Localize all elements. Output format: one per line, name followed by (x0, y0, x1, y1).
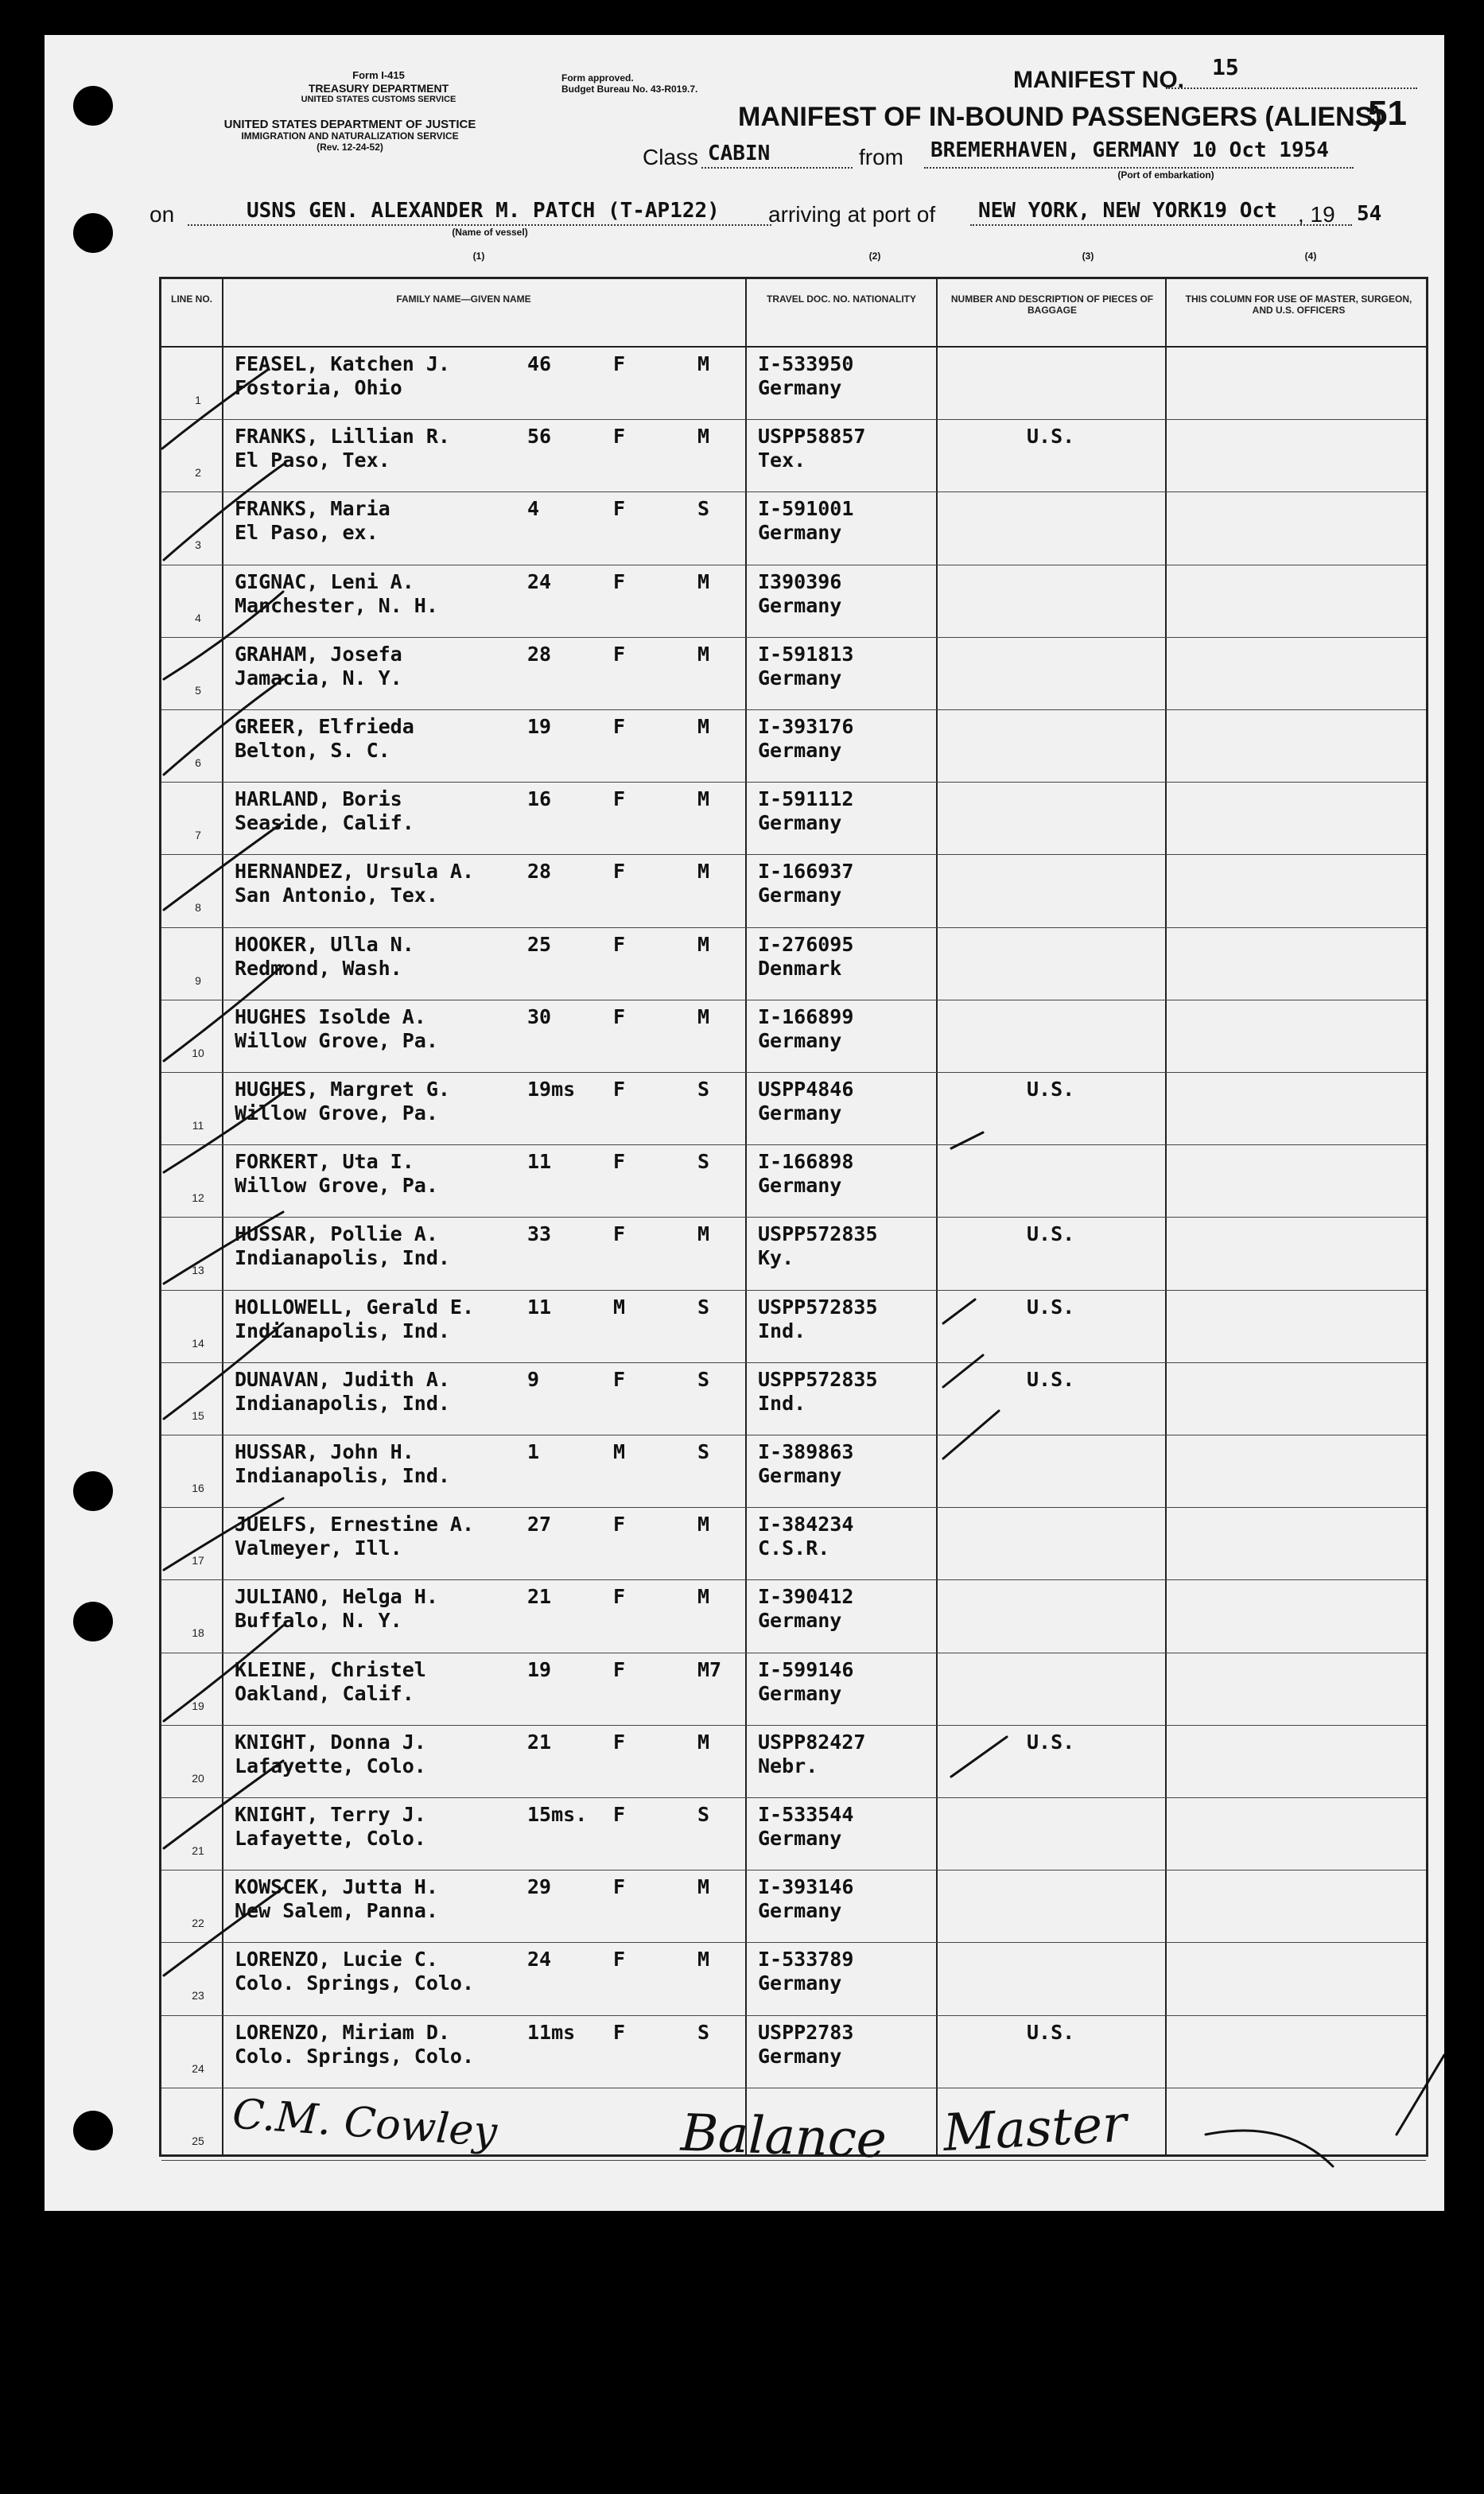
from-value: BREMERHAVEN, GERMANY 10 Oct 1954 (930, 138, 1329, 162)
passenger-sex: F (613, 1657, 626, 1681)
class-value: CABIN (708, 142, 771, 165)
nationality: Germany (758, 1972, 842, 1995)
passenger-sex: F (613, 1150, 626, 1174)
col-header-officers: THIS COLUMN FOR USE OF MASTER, SURGEON, AND U.S. OFFICERS (1185, 293, 1412, 317)
travel-doc-number: USPP58857 (758, 425, 866, 449)
handwritten-master: Master (942, 2095, 1129, 2163)
nationality: Germany (758, 2044, 842, 2068)
passenger-residence: Seaside, Calif. (235, 811, 414, 835)
passenger-age: 56 (527, 425, 552, 449)
passenger-age: 27 (527, 1513, 552, 1536)
passenger-age: 16 (527, 787, 552, 811)
passenger-marital-status: M (697, 715, 710, 738)
passenger-residence: Colo. Springs, Colo. (235, 1972, 475, 1995)
line-number: 25 (192, 2134, 204, 2147)
passenger-residence: Lafayette, Colo. (235, 1827, 426, 1850)
col-num-3: (3) (1082, 251, 1094, 262)
passenger-marital-status: S (697, 1150, 710, 1174)
col-num-2: (2) (868, 251, 881, 262)
nationality: Nebr. (758, 1754, 818, 1777)
travel-doc-number: USPP572835 (758, 1367, 878, 1391)
passenger-residence: Manchester, N. H. (235, 593, 438, 617)
handwritten-checkmarks (45, 35, 1444, 2211)
passenger-name: GRAHAM, Josefa (235, 642, 402, 666)
travel-doc-number: I-591001 (758, 497, 854, 521)
passenger-sex: F (613, 932, 626, 956)
customs-service: UNITED STATES CUSTOMS SERVICE (301, 95, 456, 105)
travel-doc-number: I-533789 (758, 1948, 854, 1972)
line-number: 3 (195, 538, 201, 552)
punch-hole (73, 1471, 113, 1511)
passenger-residence: Jamacia, N. Y. (235, 666, 402, 690)
line-number: 4 (195, 611, 201, 624)
travel-doc-number: USPP572835 (758, 1295, 878, 1319)
page-number: 51 (1368, 94, 1407, 133)
travel-doc-number: I-276095 (758, 932, 854, 956)
nationality: Germany (758, 1681, 842, 1705)
baggage: U.S. (1027, 1367, 1075, 1391)
manifest-page (45, 35, 1444, 2211)
line-number: 23 (192, 1989, 204, 2003)
travel-doc-number: I390396 (758, 569, 842, 593)
passenger-marital-status: S (697, 497, 710, 521)
passenger-age: 11ms (527, 2020, 576, 2044)
nationality: Ind. (758, 1319, 806, 1342)
passenger-residence: Colo. Springs, Colo. (235, 2044, 475, 2068)
passenger-name: JUELFS, Ernestine A. (235, 1513, 475, 1536)
line-number: 5 (195, 683, 201, 697)
baggage: U.S. (1027, 1222, 1075, 1246)
line-number: 13 (192, 1264, 204, 1277)
passenger-name: LORENZO, Lucie C. (235, 1948, 438, 1972)
passenger-age: 28 (527, 860, 552, 884)
passenger-sex: F (613, 2020, 626, 2044)
col-header-baggage: NUMBER AND DESCRIPTION OF PIECES OF BAGGAGE (950, 293, 1154, 317)
passenger-name: GIGNAC, Leni A. (235, 569, 414, 593)
passenger-age: 29 (527, 1875, 552, 1899)
passenger-age: 21 (527, 1730, 552, 1754)
col-num-4: (4) (1304, 251, 1317, 262)
passenger-name: HOLLOWELL, Gerald E. (235, 1295, 475, 1319)
punch-hole (73, 1602, 113, 1641)
ins-service: IMMIGRATION AND NATURALIZATION SERVICE (241, 130, 459, 142)
travel-doc-number: I-390412 (758, 1585, 854, 1609)
vessel-name: USNS GEN. ALEXANDER M. PATCH (T-AP122) (247, 199, 720, 223)
line-number: 10 (192, 1046, 204, 1059)
passenger-marital-status: M (697, 1222, 710, 1246)
passenger-name: KNIGHT, Terry J. (235, 1803, 426, 1826)
arriving-label: arriving at port of (768, 202, 936, 227)
line-number: 18 (192, 1626, 204, 1640)
nationality: Germany (758, 521, 842, 545)
line-number: 15 (192, 1408, 204, 1422)
passenger-sex: F (613, 1004, 626, 1028)
passenger-name: FORKERT, Uta I. (235, 1150, 414, 1174)
passenger-marital-status: S (697, 1803, 710, 1826)
passenger-age: 21 (527, 1585, 552, 1609)
from-label: from (859, 145, 903, 169)
passenger-name: FRANKS, Maria (235, 497, 390, 521)
nationality: Germany (758, 1827, 842, 1850)
passenger-sex: F (613, 1367, 626, 1391)
travel-doc-number: I-389863 (758, 1440, 854, 1463)
passenger-marital-status: M (697, 1585, 710, 1609)
dept-justice: UNITED STATES DEPARTMENT OF JUSTICE (223, 118, 476, 131)
nationality: Germany (758, 1174, 842, 1198)
passenger-marital-status: M (697, 425, 710, 449)
line-number: 7 (195, 829, 201, 842)
passenger-marital-status: M (697, 1004, 710, 1028)
nationality: Germany (758, 811, 842, 835)
passenger-marital-status: S (697, 1078, 710, 1101)
passenger-sex: F (613, 860, 626, 884)
nationality: Germany (758, 1609, 842, 1633)
col-num-1: (1) (472, 251, 485, 262)
nationality: Germany (758, 1028, 842, 1052)
line-number: 16 (192, 1482, 204, 1494)
nationality: Tex. (758, 449, 806, 472)
passenger-name: KNIGHT, Donna J. (235, 1730, 426, 1754)
nationality: Germany (758, 1101, 842, 1125)
passenger-age: 15ms. (527, 1803, 588, 1826)
manifest-title: MANIFEST OF IN-BOUND PASSENGERS (ALIENS) (738, 102, 1382, 132)
passenger-sex: F (613, 1222, 626, 1246)
passenger-marital-status: S (697, 1367, 710, 1391)
nationality: C.S.R. (758, 1536, 830, 1560)
nationality: Germany (758, 376, 842, 399)
passenger-marital-status: M (697, 1948, 710, 1972)
travel-doc-number: I-166937 (758, 860, 854, 884)
passenger-residence: Willow Grove, Pa. (235, 1174, 438, 1198)
passenger-marital-status: M (697, 1730, 710, 1754)
baggage: U.S. (1027, 425, 1075, 449)
passenger-sex: F (613, 1730, 626, 1754)
passenger-name: FRANKS, Lillian R. (235, 425, 450, 449)
passenger-age: 33 (527, 1222, 552, 1246)
passenger-residence: El Paso, ex. (235, 521, 379, 545)
passenger-sex: F (613, 1078, 626, 1101)
line-number: 6 (195, 756, 201, 769)
nationality: Ind. (758, 1391, 806, 1415)
passenger-residence: El Paso, Tex. (235, 449, 390, 472)
year-value: 54 (1357, 202, 1382, 226)
passenger-residence: Valmeyer, Ill. (235, 1536, 402, 1560)
passenger-residence: Oakland, Calif. (235, 1681, 414, 1705)
passenger-marital-status: S (697, 2020, 710, 2044)
nationality: Germany (758, 884, 842, 907)
passenger-residence: Indianapolis, Ind. (235, 1391, 450, 1415)
passenger-marital-status: M (697, 1875, 710, 1899)
nationality: Denmark (758, 956, 842, 980)
class-label: Class (643, 145, 699, 169)
passenger-age: 46 (527, 352, 552, 375)
line-number: 20 (192, 1771, 204, 1785)
line-number: 24 (192, 2061, 204, 2075)
nationality: Germany (758, 666, 842, 690)
passenger-marital-status: M (697, 932, 710, 956)
nationality: Germany (758, 593, 842, 617)
line-number: 14 (192, 1336, 204, 1350)
line-number: 19 (192, 1699, 204, 1712)
punch-hole (73, 2111, 113, 2150)
passenger-sex: M (613, 1295, 626, 1319)
travel-doc-number: I-599146 (758, 1657, 854, 1681)
passenger-sex: F (613, 497, 626, 521)
passenger-age: 9 (527, 1367, 540, 1391)
passenger-marital-status: M7 (697, 1657, 722, 1681)
manifest-label: MANIFEST NO. (1013, 67, 1184, 93)
passenger-marital-status: M (697, 860, 710, 884)
passenger-name: HUGHES Isolde A. (235, 1004, 426, 1028)
manifest-number: 15 (1212, 54, 1239, 80)
passenger-name: HUSSAR, Pollie A. (235, 1222, 438, 1246)
treasury-dept: TREASURY DEPARTMENT (308, 81, 449, 95)
line-number: 11 (192, 1119, 204, 1132)
passenger-age: 11 (527, 1150, 552, 1174)
line-number: 1 (195, 394, 201, 406)
travel-doc-number: I-384234 (758, 1513, 854, 1536)
passenger-name: FEASEL, Katchen J. (235, 352, 450, 375)
baggage: U.S. (1027, 2020, 1075, 2044)
passenger-age: 1 (527, 1440, 540, 1463)
on-label: on (150, 202, 175, 227)
revision: (Rev. 12-24-52) (317, 142, 383, 153)
passenger-sex: F (613, 1875, 626, 1899)
passenger-residence: Buffalo, N. Y. (235, 1609, 402, 1633)
passenger-residence: Willow Grove, Pa. (235, 1101, 438, 1125)
passenger-marital-status: M (697, 787, 710, 811)
passenger-name: HUSSAR, John H. (235, 1440, 414, 1463)
travel-doc-number: I-393176 (758, 715, 854, 738)
passenger-sex: F (613, 352, 626, 375)
passenger-name: KLEINE, Christel (235, 1657, 426, 1681)
passenger-name: JULIANO, Helga H. (235, 1585, 438, 1609)
nationality: Germany (758, 1464, 842, 1487)
passenger-residence: Indianapolis, Ind. (235, 1464, 450, 1487)
port-value: NEW YORK, NEW YORK19 Oct (978, 199, 1277, 223)
nationality: Germany (758, 739, 842, 762)
passenger-age: 4 (527, 497, 540, 521)
punch-hole (73, 86, 113, 126)
line-number: 8 (195, 901, 201, 915)
line-number: 21 (192, 1844, 204, 1857)
passenger-residence: Lafayette, Colo. (235, 1754, 426, 1777)
passenger-age: 25 (527, 932, 552, 956)
travel-doc-number: I-591813 (758, 642, 854, 666)
passenger-name: GREER, Elfrieda (235, 715, 414, 738)
col-header-doc: TRAVEL DOC. NO. NATIONALITY (767, 293, 916, 305)
passenger-sex: F (613, 1585, 626, 1609)
passenger-name: HERNANDEZ, Ursula A. (235, 860, 475, 884)
passenger-residence: Redmond, Wash. (235, 956, 402, 980)
passenger-marital-status: M (697, 352, 710, 375)
travel-doc-number: USPP4846 (758, 1078, 854, 1101)
passenger-sex: F (613, 1513, 626, 1536)
passenger-sex: F (613, 569, 626, 593)
passenger-age: 28 (527, 642, 552, 666)
travel-doc-number: USPP82427 (758, 1730, 866, 1754)
travel-doc-number: I-591112 (758, 787, 854, 811)
passenger-residence: Willow Grove, Pa. (235, 1028, 438, 1052)
passenger-name: KOWSCEK, Jutta H. (235, 1875, 438, 1899)
nationality: Ky. (758, 1246, 794, 1270)
baggage: U.S. (1027, 1730, 1075, 1754)
passenger-name: HOOKER, Ulla N. (235, 932, 414, 956)
handwritten-note: C.M. Cowley (231, 2090, 499, 2157)
passenger-sex: F (613, 642, 626, 666)
travel-doc-number: USPP2783 (758, 2020, 854, 2044)
embark-caption: (Port of embarkation) (1117, 169, 1214, 181)
col-header-line: LINE NO. (170, 293, 212, 305)
nationality: Germany (758, 1899, 842, 1923)
passenger-residence: San Antonio, Tex. (235, 884, 438, 907)
passenger-age: 24 (527, 569, 552, 593)
passenger-name: HUGHES, Margret G. (235, 1078, 450, 1101)
passenger-marital-status: S (697, 1295, 710, 1319)
passenger-age: 24 (527, 1948, 552, 1972)
form-approved: Form approved. (561, 72, 634, 84)
form-number: Form I-415 (352, 69, 405, 81)
line-number: 2 (195, 466, 201, 480)
passenger-residence: Fostoria, Ohio (235, 376, 402, 399)
travel-doc-number: I-533544 (758, 1803, 854, 1826)
passenger-residence: Indianapolis, Ind. (235, 1246, 450, 1270)
travel-doc-number: I-166899 (758, 1004, 854, 1028)
col-header-name: FAMILY NAME—GIVEN NAME (396, 293, 531, 305)
passenger-sex: M (613, 1440, 626, 1463)
line-number: 17 (192, 1554, 204, 1567)
line-number: 12 (192, 1191, 204, 1205)
passenger-marital-status: M (697, 1513, 710, 1536)
passenger-residence: Belton, S. C. (235, 739, 390, 762)
punch-hole (73, 213, 113, 253)
travel-doc-number: I-166898 (758, 1150, 854, 1174)
passenger-sex: F (613, 425, 626, 449)
passenger-sex: F (613, 1948, 626, 1972)
passenger-marital-status: S (697, 1440, 710, 1463)
passenger-sex: F (613, 715, 626, 738)
baggage: U.S. (1027, 1295, 1075, 1319)
year-prefix: , 19 (1298, 202, 1335, 227)
line-number: 22 (192, 1917, 204, 1930)
passenger-sex: F (613, 1803, 626, 1826)
passenger-age: 30 (527, 1004, 552, 1028)
travel-doc-number: USPP572835 (758, 1222, 878, 1246)
travel-doc-number: I-393146 (758, 1875, 854, 1899)
passenger-age: 19ms (527, 1078, 576, 1101)
budget-bureau: Budget Bureau No. 43-R019.7. (561, 83, 698, 95)
passenger-name: DUNAVAN, Judith A. (235, 1367, 450, 1391)
vessel-caption: (Name of vessel) (452, 227, 528, 238)
passenger-residence: New Salem, Panna. (235, 1899, 438, 1923)
passenger-age: 11 (527, 1295, 552, 1319)
passenger-age: 19 (527, 715, 552, 738)
passenger-name: LORENZO, Miriam D. (235, 2020, 450, 2044)
passenger-age: 19 (527, 1657, 552, 1681)
passenger-marital-status: M (697, 569, 710, 593)
passenger-sex: F (613, 787, 626, 811)
passenger-name: HARLAND, Boris (235, 787, 402, 811)
handwritten-balance: Balance (679, 2104, 888, 2170)
line-number: 9 (195, 973, 201, 987)
baggage: U.S. (1027, 1078, 1075, 1101)
passenger-marital-status: M (697, 642, 710, 666)
passenger-residence: Indianapolis, Ind. (235, 1319, 450, 1342)
travel-doc-number: I-533950 (758, 352, 854, 375)
